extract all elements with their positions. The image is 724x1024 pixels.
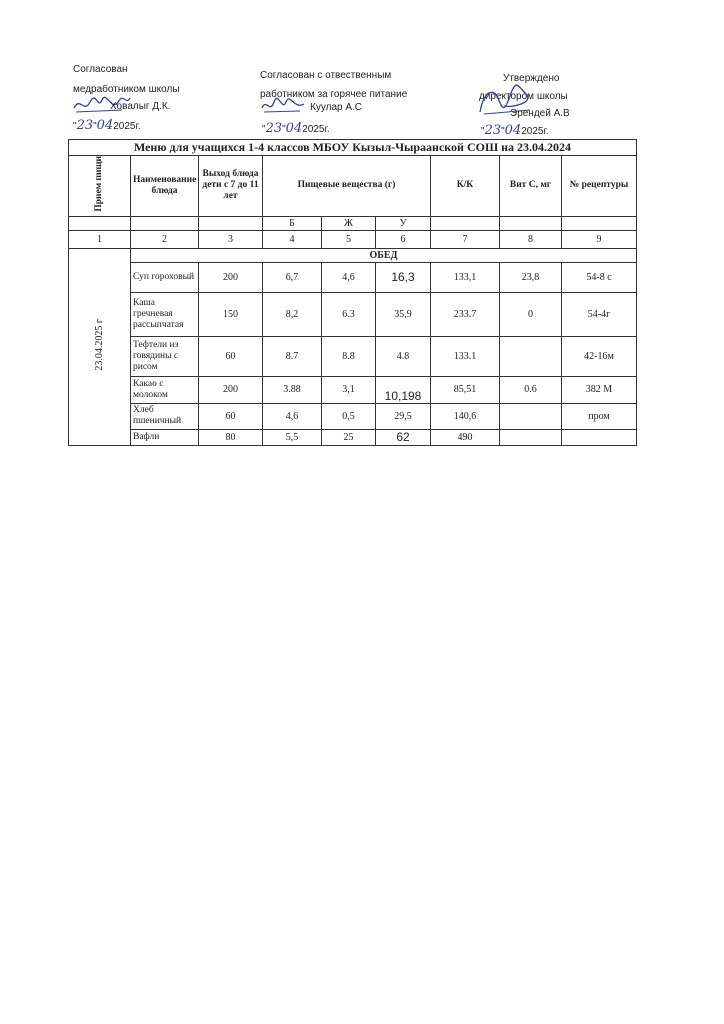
approval-middle-name: Куулар А.С: [310, 102, 363, 113]
dish-protein: 8.7: [263, 336, 322, 376]
header-dish: Наименование блюда: [131, 156, 199, 217]
approval-right-line1: Утверждено: [503, 73, 560, 84]
table-row: [69, 429, 637, 445]
dish-carbs: 62: [376, 429, 431, 445]
table-row: [69, 262, 637, 292]
dish-kcal: 133.1: [431, 336, 500, 376]
dish-output: 200: [199, 376, 263, 403]
meal-date-cell: [69, 248, 131, 445]
table-row: [69, 292, 637, 336]
dish-carbs: 4.8: [376, 336, 431, 376]
dish-name: Каша гречневая рассыпчатая: [131, 292, 199, 336]
dish-name: Суп гороховый: [131, 262, 199, 292]
column-number: 1: [69, 230, 131, 248]
dish-vitc: 0: [500, 292, 562, 336]
column-number: 4: [263, 230, 322, 248]
dish-recipe: пром: [562, 403, 637, 429]
dish-kcal: 140,6: [431, 403, 500, 429]
column-number: 5: [322, 230, 376, 248]
dish-recipe: 54-4г: [562, 292, 637, 336]
approval-left-line2: медработником школы: [73, 84, 180, 95]
approval-right-line2: директором школы: [479, 91, 568, 102]
dish-vitc: 0.6: [500, 376, 562, 403]
subheader-zh: Ж: [322, 216, 376, 230]
dish-vitc: [500, 429, 562, 445]
table-row: [69, 376, 637, 403]
approval-middle-line1: Согласован с отвественным: [260, 70, 392, 81]
menu-table: [68, 139, 637, 446]
dish-output: 150: [199, 292, 263, 336]
dish-recipe: 42-16м: [562, 336, 637, 376]
dish-protein: 3.88: [263, 376, 322, 403]
header-row: [69, 156, 637, 217]
dish-carbs: 16,3: [376, 262, 431, 292]
dish-vitc: 23,8: [500, 262, 562, 292]
dish-recipe: [562, 429, 637, 445]
dish-carbs: 29,5: [376, 403, 431, 429]
approval-right-name: Эрендей А.В: [510, 108, 570, 119]
column-number-row: [69, 230, 637, 248]
dish-vitc: [500, 403, 562, 429]
header-output: Выход блюда дети с 7 до 11 лет: [199, 156, 263, 217]
header-nutrients: Пищевые вещества (г): [263, 156, 431, 217]
dish-fat: 4,6: [322, 262, 376, 292]
dish-output: 60: [199, 336, 263, 376]
meal-date: 23.04.2025 г: [94, 319, 105, 371]
column-number: 9: [562, 230, 637, 248]
dish-protein: 4,6: [263, 403, 322, 429]
header-meal: Прием пищи: [69, 156, 131, 217]
subheader-b: Б: [263, 216, 322, 230]
approval-left-line1: Согласован: [73, 64, 128, 75]
header-vitc: Вит С, мг: [500, 156, 562, 217]
dish-protein: 5,5: [263, 429, 322, 445]
approval-middle-date: "23"042025г.: [262, 121, 330, 136]
dish-kcal: 133,1: [431, 262, 500, 292]
dish-fat: 3,1: [322, 376, 376, 403]
column-number: 3: [199, 230, 263, 248]
column-number: 2: [131, 230, 199, 248]
subheader-u: У: [376, 216, 431, 230]
dish-name: Какао с молоком: [131, 376, 199, 403]
dish-kcal: 85,51: [431, 376, 500, 403]
header-kcal: К/К: [431, 156, 500, 217]
dish-protein: 6,7: [263, 262, 322, 292]
table-row: [69, 403, 637, 429]
subheader-row: [69, 216, 637, 230]
header-recipe: № рецептуры: [562, 156, 637, 217]
dish-recipe: 54-8 с: [562, 262, 637, 292]
dish-vitc: [500, 336, 562, 376]
dish-fat: 8.8: [322, 336, 376, 376]
dish-fat: 6.3: [322, 292, 376, 336]
approval-left-name: Ховалыг Д.К.: [110, 101, 171, 112]
dish-kcal: 490: [431, 429, 500, 445]
dish-kcal: 233.7: [431, 292, 500, 336]
dish-fat: 25: [322, 429, 376, 445]
dish-name: Тефтели из говядины с рисом: [131, 336, 199, 376]
dish-output: 200: [199, 262, 263, 292]
dish-recipe: 382 М: [562, 376, 637, 403]
dish-output: 80: [199, 429, 263, 445]
table-row: [69, 336, 637, 376]
dish-protein: 8,2: [263, 292, 322, 336]
dish-carbs: 10,198: [376, 376, 431, 403]
signature-middle: [260, 96, 306, 116]
approval-middle-line2: работником за горячее питание: [260, 89, 408, 100]
section-label: ОБЕД: [131, 248, 637, 262]
column-number: 6: [376, 230, 431, 248]
approval-right-date: "23"042025г.: [481, 123, 549, 138]
dish-name: Хлеб пшеничный: [131, 403, 199, 429]
dish-name: Вафли: [131, 429, 199, 445]
column-number: 8: [500, 230, 562, 248]
dish-carbs: 35,9: [376, 292, 431, 336]
dish-output: 60: [199, 403, 263, 429]
column-number: 7: [431, 230, 500, 248]
approval-left-date: "23"042025г.: [73, 118, 141, 133]
menu-title: Меню для учащихся 1-4 классов МБОУ Кызыл-Чыраанской СОШ на 23.04.2024: [69, 140, 637, 156]
dish-fat: 0,5: [322, 403, 376, 429]
section-row: [69, 248, 637, 262]
